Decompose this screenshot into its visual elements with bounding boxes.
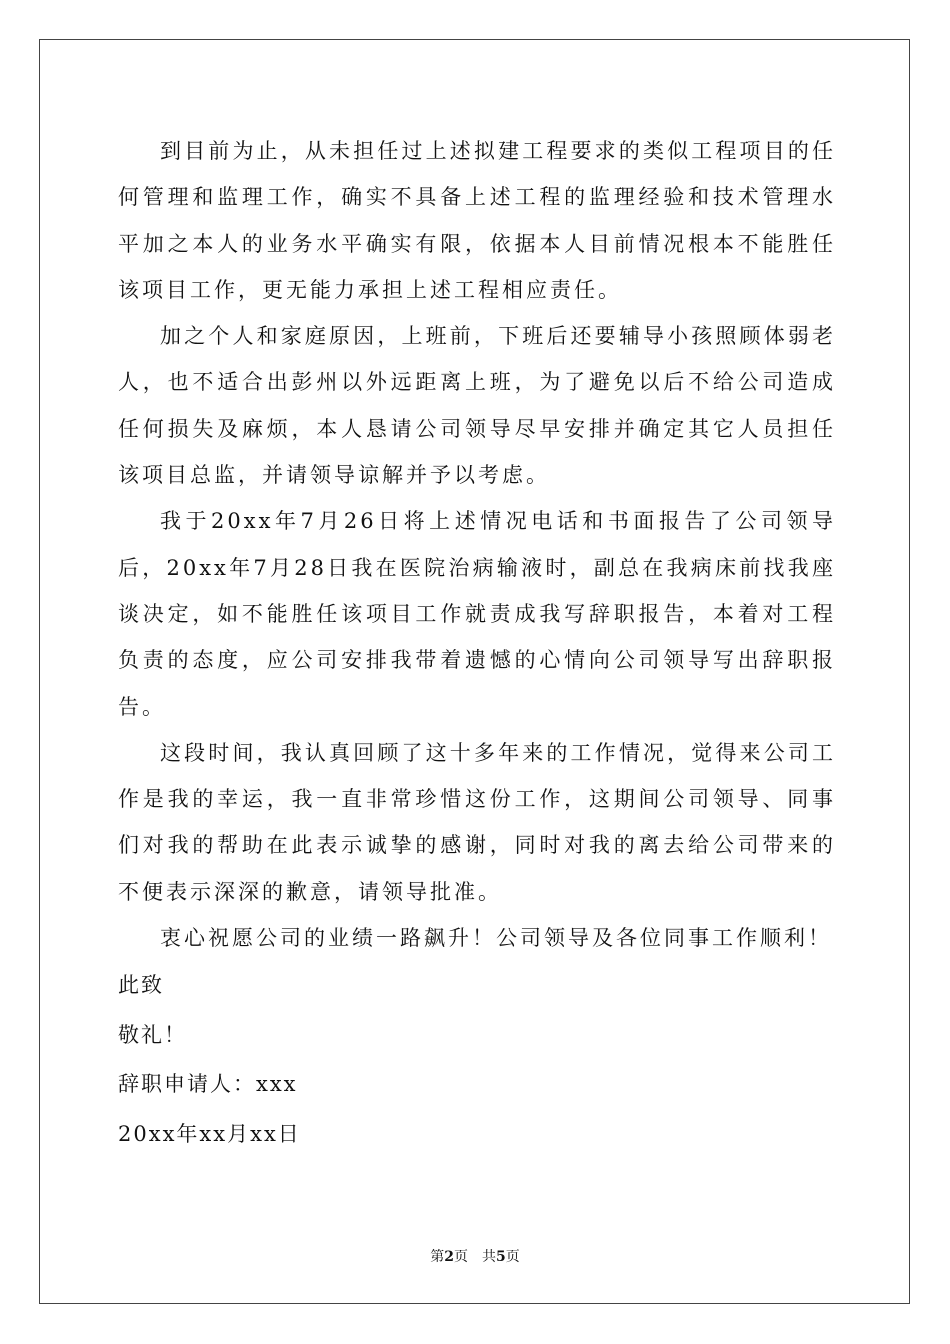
date-line: 20xx年xx月xx日 xyxy=(118,1121,301,1146)
current-page-number: 2 xyxy=(444,1249,454,1265)
letter-body xyxy=(118,128,836,1159)
paragraph-family-reasons: 加之个人和家庭原因，上班前，下班后还要辅导小孩照顾体弱老人，也不适合出彭州以外远距离上班，为了避免以后不给公司造成任何损失及麻烦，本人恳请公司领导尽早安排并确定其它人员担任该项目总监，并请领导谅解并予以考虑。 xyxy=(118,324,836,488)
paragraph-qualification: 到目前为止，从未担任过上述拟建工程要求的类似工程项目的任何管理和监理工作，确实不具备上述工程的监理经验和技术管理水平加之本人的业务水平确实有限，依据本人目前情况根本不能胜任该项目工作，更无能力承担上述工程相应责任。 xyxy=(118,139,836,302)
paragraph-gratitude: 这段时间，我认真回顾了这十多年来的工作情况，觉得来公司工作是我的幸运，我一直非常珍惜这份工作，这期间公司领导、同事们对我的帮助在此表示诚挚的感谢，同时对我的离去给公司带来的不便表示深深的歉意，请领导批准。 xyxy=(118,740,836,904)
footer-suffix: 页 xyxy=(505,1249,520,1265)
total-page-number: 5 xyxy=(496,1249,506,1265)
paragraph-report-timeline: 我于20xx年7月26日将上述情况电话和书面报告了公司领导后，20xx年7月28日我在医院治病输液时，副总在我病床前找我座谈决定，如不能胜任该项目工作就责成我写辞职报告，本着对工程负责的态度，应公司安排我带着遗憾的心情向公司领导写出辞职报告。 xyxy=(118,509,836,719)
page-number-footer xyxy=(0,1248,950,1266)
signer-line: 辞职申请人：xxx xyxy=(118,1072,298,1097)
footer-mid: 页 共 xyxy=(454,1249,496,1265)
footer-prefix: 第 xyxy=(430,1249,445,1265)
paragraph-wishes: 衷心祝愿公司的业绩一路飙升！公司领导及各位同事工作顺利！ xyxy=(160,926,832,951)
closing-salutation: 此致 xyxy=(118,973,164,998)
closing-regards: 敬礼！ xyxy=(118,1022,187,1047)
